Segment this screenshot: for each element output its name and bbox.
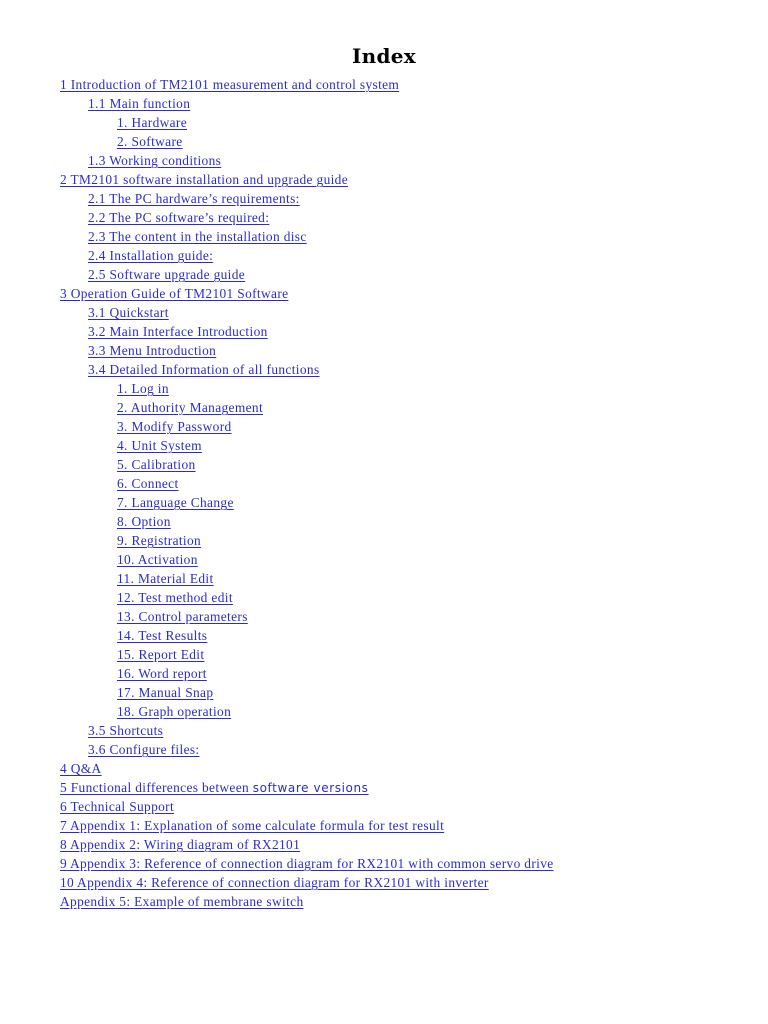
toc-link[interactable]: [117, 437, 202, 455]
toc-link-text: 5 Functional differences between: [60, 780, 253, 795]
toc-link[interactable]: [88, 342, 216, 360]
toc-link-text: 7 Appendix 1: Explanation of some calculate formula for test result: [60, 818, 445, 833]
toc-link[interactable]: [117, 646, 204, 664]
toc-link[interactable]: [117, 380, 169, 398]
toc-link-text: 1 Introduction of TM2101 measurement and control system: [60, 77, 400, 92]
toc-link-text: 5. Calibration: [117, 457, 196, 472]
toc-link-text: 2.4 Installation guide:: [88, 248, 214, 263]
toc-link-text: 1. Hardware: [117, 115, 188, 130]
toc-link[interactable]: [88, 95, 190, 113]
toc-link-text: 3.6 Configure files:: [88, 742, 200, 757]
toc-link[interactable]: [60, 760, 102, 778]
toc-link-text: 9 Appendix 3: Reference of connection diagram for RX2101 with common servo drive: [60, 856, 554, 871]
toc-link-text: 3.3 Menu Introduction: [88, 343, 217, 358]
toc-link-text: 6 Technical Support: [60, 799, 175, 814]
toc-link-text: 2.5 Software upgrade guide: [88, 267, 246, 282]
toc-link-text: 2.1 The PC hardware’s requirements:: [88, 191, 300, 206]
toc-link[interactable]: [60, 874, 489, 892]
toc-link-text: 2. Authority Management: [117, 400, 264, 415]
toc-link-text: 13. Control parameters: [117, 609, 248, 624]
toc-link-text: 9. Registration: [117, 533, 202, 548]
toc-link-text: 4. Unit System: [117, 438, 202, 453]
toc-link[interactable]: [60, 893, 303, 911]
toc-link[interactable]: [60, 76, 399, 94]
toc-link-text: 6. Connect: [117, 476, 179, 491]
toc-link-text: 16. Word report: [117, 666, 207, 681]
toc-link[interactable]: [117, 513, 171, 531]
toc-link-text: 2.3 The content in the installation disc: [88, 229, 307, 244]
toc-link[interactable]: [88, 304, 169, 322]
toc-link[interactable]: [60, 798, 174, 816]
toc-link-text-sans: software versions: [252, 781, 369, 795]
toc-link-text: 1. Log in: [117, 381, 169, 396]
toc-link[interactable]: [88, 152, 221, 170]
toc-link-text: 10 Appendix 4: Reference of connection diagram for RX2101 with inverter: [60, 875, 489, 890]
toc-link[interactable]: [117, 494, 234, 512]
toc-link[interactable]: [60, 285, 288, 303]
toc-link[interactable]: [117, 570, 214, 588]
toc-link-text: 3 Operation Guide of TM2101 Software: [60, 286, 289, 301]
toc-link-text: 15. Report Edit: [117, 647, 205, 662]
toc-link-text: 10. Activation: [117, 552, 198, 567]
toc-link[interactable]: [117, 475, 179, 493]
toc-link[interactable]: [117, 114, 187, 132]
toc-link[interactable]: [117, 589, 233, 607]
toc-link[interactable]: [117, 551, 198, 569]
toc-link[interactable]: [117, 665, 207, 683]
toc-link[interactable]: [117, 703, 231, 721]
toc-link-text: 11. Material Edit: [117, 571, 214, 586]
toc-link[interactable]: [60, 171, 348, 189]
toc-link[interactable]: [60, 779, 369, 797]
toc-link-text: 8. Option: [117, 514, 171, 529]
toc-link-text: 3.2 Main Interface Introduction: [88, 324, 268, 339]
toc-link[interactable]: [117, 418, 232, 436]
toc-link-text: 8 Appendix 2: Wiring diagram of RX2101: [60, 837, 301, 852]
toc-link[interactable]: [117, 684, 213, 702]
toc-link[interactable]: [117, 627, 207, 645]
toc-link[interactable]: [88, 228, 307, 246]
toc-link[interactable]: [88, 209, 269, 227]
toc-link-text: 12. Test method edit: [117, 590, 233, 605]
toc-link-text: 3.5 Shortcuts: [88, 723, 164, 738]
toc-link[interactable]: [88, 741, 200, 759]
toc-link-text: 1.3 Working conditions: [88, 153, 222, 168]
toc-link-text: 3.1 Quickstart: [88, 305, 169, 320]
toc-link[interactable]: [88, 323, 268, 341]
toc-link[interactable]: [117, 133, 183, 151]
toc-link[interactable]: [88, 190, 300, 208]
toc-link-text: 3.4 Detailed Information of all functions: [88, 362, 320, 377]
toc-link-text: 18. Graph operation: [117, 704, 232, 719]
toc-link[interactable]: [88, 266, 245, 284]
toc-link[interactable]: [60, 836, 300, 854]
toc-link[interactable]: [117, 532, 201, 550]
toc-link-text: 7. Language Change: [117, 495, 234, 510]
toc-link-text: 4 Q&A: [60, 761, 102, 776]
toc-link[interactable]: [88, 722, 163, 740]
toc-link-text: 14. Test Results: [117, 628, 208, 643]
toc-link-text: 2. Software: [117, 134, 183, 149]
toc-link-text: 3. Modify Password: [117, 419, 232, 434]
toc-link[interactable]: [117, 456, 196, 474]
toc-link[interactable]: [60, 817, 444, 835]
toc-link-text: Appendix 5: Example of membrane switch: [60, 894, 304, 909]
toc-link[interactable]: [88, 247, 213, 265]
toc-link[interactable]: [117, 608, 248, 626]
toc-link[interactable]: [60, 855, 554, 873]
toc-link[interactable]: [88, 361, 320, 379]
page-title: Index: [351, 44, 417, 68]
toc-link-text: 2.2 The PC software’s required:: [88, 210, 270, 225]
toc-link-text: 17. Manual Snap: [117, 685, 214, 700]
toc-link-text: 2 TM2101 software installation and upgrade guide: [60, 172, 349, 187]
toc-link-text: 1.1 Main function: [88, 96, 191, 111]
toc-link[interactable]: [117, 399, 263, 417]
